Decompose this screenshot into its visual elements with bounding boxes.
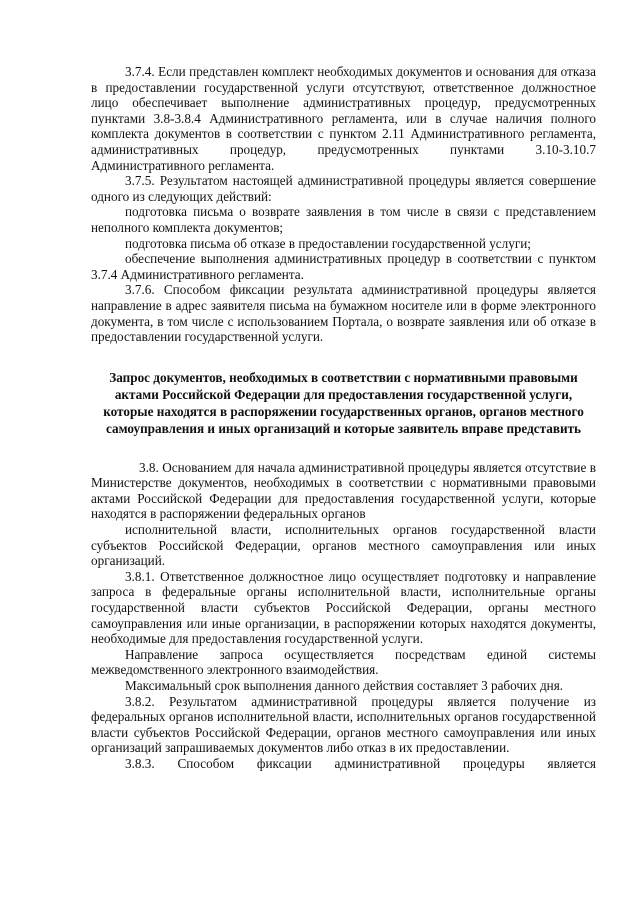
section-heading-block	[91, 369, 596, 437]
paragraph-3-8-2: 3.8.2. Результатом административной процедуры является получение из федеральных органов исполнительной власти, исполнительных органов государственной власти субъектов Российской Федерации, органов местного самоуправления или иных организаций запрашиваемых документов либо отказ в их предоставлении.	[91, 693, 596, 756]
paragraph-3-8-1: 3.8.1. Ответственное должностное лицо осуществляет подготовку и направление запроса в федеральные органы исполнительной власти, исполнительные органы государственной власти субъектов Российской Федерации, органы местного самоуправления или иные организации, в распоряжении которых находятся документы, необходимые для предоставления государственной услуги.	[91, 568, 596, 647]
document-body	[91, 64, 596, 772]
list-item-refusal-letter: подготовка письма об отказе в предоставлении государственной услуги;	[125, 235, 531, 251]
list-item-procedures: обеспечение выполнения административных процедур в соответствии с пунктом 3.7.4 Административного регламента.	[91, 251, 596, 282]
paragraph-3-7-5: 3.7.5. Результатом настоящей административной процедуры является совершение одного из следующих действий:	[91, 173, 596, 204]
section-heading: Запрос документов, необходимых в соответствии с нормативными правовыми актами Российской Федерации для предоставления государственной услуги, которые находятся в распоряжении государственных органов, органов местного самоуправления и иных организаций и которые заявитель вправе представить	[103, 369, 584, 436]
paragraph-3-7-4: 3.7.4. Если представлен комплект необходимых документов и основания для отказа в предоставлении государственной услуги отсутствуют, ответственное должностное лицо обеспечивает выполнение административных процедур, предусмотренных пунктами 3.8-3.8.4 Административного регламента, или в случае наличия полного комплекта документов в соответствии с пунктом 2.11 Административного регламента, административных процедур, предусмотренных пунктами 3.10-3.10.7 Административного регламента.	[91, 64, 596, 173]
paragraph-max-term: Максимальный срок выполнения данного действия составляет 3 рабочих дня.	[125, 678, 564, 693]
paragraph-3-8-part-1: 3.8. Основанием для начала административной процедуры является отсутствие в Министерстве документов, необходимых в соответствии с нормативными правовыми актами Российской Федерации для предоставления государственной услуги, которые находятся в распоряжении федеральных органов	[91, 459, 596, 522]
paragraph-3-8-3: 3.8.3. Способом фиксации административной процедуры является	[125, 755, 596, 771]
paragraph-3-7-6: 3.7.6. Способом фиксации результата административной процедуры является направление в адрес заявителя письма на бумажном носителе или в форме электронного документа, в том числе с использованием Портала, о возврате заявления или об отказе в предоставлении государственной услуги.	[91, 282, 596, 345]
list-item-return-letter: подготовка письма о возврате заявления в том числе в связи с представлением неполного комплекта документов;	[91, 204, 596, 235]
paragraph-request-direction: Направление запроса осуществляется посредствам единой системы межведомственного электронного взаимодействия.	[91, 646, 596, 678]
paragraph-3-8-part-2: исполнительной власти, исполнительных органов государственной власти субъектов Российской Федерации, органов местного самоуправления или иных организаций.	[91, 522, 596, 569]
